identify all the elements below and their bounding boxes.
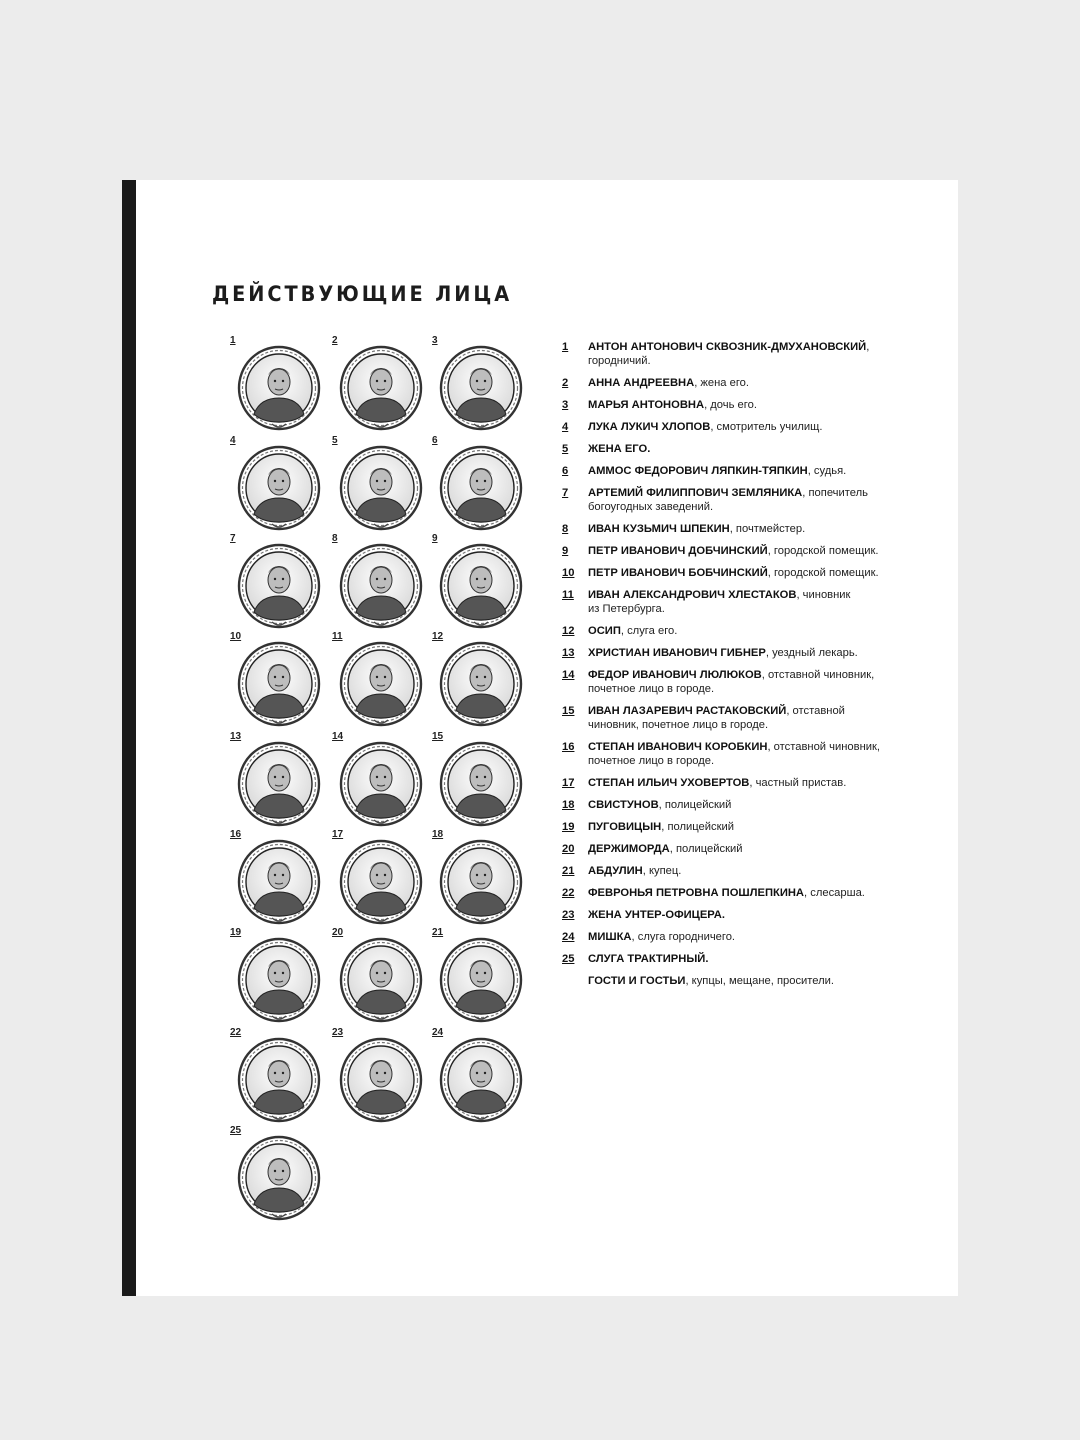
cast-role: , отставной чиновник, [761, 669, 875, 681]
cast-name: СЛУГА ТРАКТИРНЫЙ. [588, 953, 709, 965]
cast-number: 23 [562, 909, 575, 921]
cast-role-continued: чиновник, почетное лицо в городе. [588, 719, 769, 731]
portrait-illustration [438, 1036, 524, 1124]
portrait-4 [230, 435, 326, 532]
portrait-illustration [438, 444, 524, 532]
cast-item [562, 930, 862, 944]
cast-number: 6 [562, 465, 569, 477]
cast-item [562, 974, 862, 988]
cast-item [562, 376, 862, 390]
portrait-15 [432, 731, 528, 828]
cast-number: 4 [562, 421, 569, 433]
cast-number: 10 [562, 567, 575, 579]
cast-name: ДЕРЖИМОРДА [588, 843, 670, 855]
portrait-number: 13 [230, 731, 242, 742]
cast-role: , полицейский [661, 821, 735, 833]
portrait-number: 7 [230, 533, 236, 544]
portrait-number: 25 [230, 1125, 242, 1136]
cast-name: ОСИП [588, 625, 621, 637]
portrait-6 [432, 435, 528, 532]
cast-role: , слуга городничего. [631, 931, 736, 943]
cast-item [562, 668, 875, 696]
portrait-number: 3 [432, 335, 438, 346]
cast-role: , отставной чиновник, [767, 741, 881, 753]
cast-name: ПЕТР ИВАНОВИЧ ДОБЧИНСКИЙ [588, 545, 768, 557]
cast-role: , частный пристав. [749, 777, 847, 789]
cast-number: 3 [562, 399, 569, 411]
portrait-number: 2 [332, 335, 338, 346]
cast-name: ИВАН ЛАЗАРЕВИЧ РАСТАКОВСКИЙ [588, 705, 787, 717]
cast-item [562, 398, 862, 412]
cast-number: 5 [562, 443, 569, 455]
cast-name: СТЕПАН ИЛЬИЧ УХОВЕРТОВ [588, 777, 750, 789]
cast-role: , судья. [807, 465, 847, 477]
portrait-number: 20 [332, 927, 344, 938]
cast-item [562, 340, 870, 368]
cast-name: ПУГОВИЦЫН [588, 821, 662, 833]
cast-role-continued: городничий. [588, 355, 651, 367]
cast-item [562, 820, 862, 834]
portrait-illustration [338, 838, 424, 926]
cast-role-continued: богоугодных заведений. [588, 501, 714, 513]
cast-number: 25 [562, 953, 575, 965]
portrait-13 [230, 731, 326, 828]
portrait-illustration [338, 444, 424, 532]
portrait-2 [332, 335, 428, 432]
cast-role: , городской помещик. [767, 545, 879, 557]
portrait-number: 15 [432, 731, 444, 742]
cast-role: , смотритель училищ. [710, 421, 823, 433]
cast-number: 13 [562, 647, 575, 659]
portrait-number: 10 [230, 631, 242, 642]
cast-item [562, 776, 862, 790]
cast-role: , почтмейстер. [729, 523, 806, 535]
portrait-1 [230, 335, 326, 432]
portrait-number: 22 [230, 1027, 242, 1038]
portrait-23 [332, 1027, 428, 1124]
cast-item [562, 952, 862, 966]
cast-name: АБДУЛИН [588, 865, 643, 877]
portrait-illustration [438, 640, 524, 728]
portrait-number: 11 [332, 631, 343, 642]
cast-role: , слесарша. [804, 887, 865, 899]
portrait-illustration [236, 640, 322, 728]
cast-name: ПЕТР ИВАНОВИЧ БОБЧИНСКИЙ [588, 567, 768, 579]
portrait-22 [230, 1027, 326, 1124]
cast-number: 12 [562, 625, 575, 637]
cast-item [562, 420, 862, 434]
cast-name: ГОСТИ И ГОСТЬИ [588, 975, 686, 987]
portrait-number: 6 [432, 435, 438, 446]
cast-name: ЖЕНА ЕГО. [588, 443, 651, 455]
portrait-illustration [338, 640, 424, 728]
cast-item [562, 740, 881, 768]
cast-number: 19 [562, 821, 575, 833]
portrait-number: 9 [432, 533, 438, 544]
cast-name: ИВАН АЛЕКСАНДРОВИЧ ХЛЕСТАКОВ [588, 589, 797, 601]
cast-number: 15 [562, 705, 575, 717]
portrait-number: 16 [230, 829, 242, 840]
cast-number: 2 [562, 377, 569, 389]
cast-number: 18 [562, 799, 575, 811]
cast-role: , жена его. [694, 377, 750, 389]
book-spine [122, 180, 136, 1296]
portrait-number: 19 [230, 927, 242, 938]
cast-number: 22 [562, 887, 575, 899]
portrait-21 [432, 927, 528, 1024]
portrait-illustration [236, 344, 322, 432]
portrait-5 [332, 435, 428, 532]
cast-role: , полицейский [669, 843, 743, 855]
cast-item [562, 522, 862, 536]
portrait-7 [230, 533, 326, 630]
cast-item [562, 704, 862, 732]
portrait-illustration [236, 1036, 322, 1124]
cast-role: , чиновник [796, 589, 851, 601]
portrait-illustration [338, 542, 424, 630]
portrait-11 [332, 631, 428, 728]
cast-name: ФЕДОР ИВАНОВИЧ ЛЮЛЮКОВ [588, 669, 762, 681]
cast-number: 9 [562, 545, 569, 557]
portrait-illustration [338, 936, 424, 1024]
cast-number: 20 [562, 843, 575, 855]
portrait-19 [230, 927, 326, 1024]
cast-name: ИВАН КУЗЬМИЧ ШПЕКИН [588, 523, 730, 535]
portrait-number: 18 [432, 829, 444, 840]
portrait-10 [230, 631, 326, 728]
cast-item [562, 486, 868, 514]
cast-role: , попечитель [802, 487, 868, 499]
cast-name: АРТЕМИЙ ФИЛИППОВИЧ ЗЕМЛЯНИКА [588, 487, 803, 499]
portrait-number: 14 [332, 731, 344, 742]
portrait-number: 24 [432, 1027, 444, 1038]
portrait-number: 21 [432, 927, 444, 938]
cast-item [562, 566, 879, 580]
cast-role: , купцы, мещане, просители. [685, 975, 835, 987]
cast-role: , [866, 341, 870, 353]
cast-number: 8 [562, 523, 569, 535]
cast-name: МАРЬЯ АНТОНОВНА [588, 399, 705, 411]
cast-number: 11 [562, 589, 574, 601]
portrait-illustration [236, 444, 322, 532]
portrait-20 [332, 927, 428, 1024]
cast-name: МИШКА [588, 931, 632, 943]
cast-name: ЖЕНА УНТЕР-ОФИЦЕРА. [588, 909, 725, 921]
cast-role: , отставной [786, 705, 845, 717]
cast-name: СВИСТУНОВ [588, 799, 659, 811]
portrait-8 [332, 533, 428, 630]
portrait-18 [432, 829, 528, 926]
portrait-number: 5 [332, 435, 338, 446]
cast-role-continued: почетное лицо в городе. [588, 755, 715, 767]
portrait-number: 12 [432, 631, 444, 642]
cast-role-continued: почетное лицо в городе. [588, 683, 715, 695]
cast-number: 1 [562, 341, 569, 353]
cast-name: ЛУКА ЛУКИЧ ХЛОПОВ [588, 421, 711, 433]
portrait-number: 23 [332, 1027, 344, 1038]
portrait-illustration [236, 936, 322, 1024]
portrait-illustration [338, 1036, 424, 1124]
cast-number: 16 [562, 741, 575, 753]
cast-number: 7 [562, 487, 569, 499]
portrait-25 [230, 1125, 326, 1222]
portrait-17 [332, 829, 428, 926]
cast-item [562, 588, 862, 616]
cast-item [562, 646, 862, 660]
portrait-illustration [236, 838, 322, 926]
cast-item [562, 864, 862, 878]
portrait-24 [432, 1027, 528, 1124]
cast-item [562, 544, 879, 558]
cast-number: 14 [562, 669, 575, 681]
portrait-number: 17 [332, 829, 344, 840]
portrait-number: 4 [230, 435, 236, 446]
cast-role: , полицейский [658, 799, 732, 811]
cast-name: ФЕВРОНЬЯ ПЕТРОВНА ПОШЛЕПКИНА [588, 887, 805, 899]
cast-item [562, 464, 862, 478]
cast-name: ХРИСТИАН ИВАНОВИЧ ГИБНЕР [588, 647, 766, 659]
portrait-illustration [236, 740, 322, 828]
portrait-9 [432, 533, 528, 630]
portrait-16 [230, 829, 326, 926]
cast-item [562, 908, 862, 922]
portrait-illustration [338, 740, 424, 828]
cast-name: СТЕПАН ИВАНОВИЧ КОРОБКИН [588, 741, 768, 753]
cast-item [562, 798, 862, 812]
portrait-14 [332, 731, 428, 828]
portrait-illustration [338, 344, 424, 432]
portrait-illustration [236, 1134, 322, 1222]
cast-role: , городской помещик. [767, 567, 879, 579]
portrait-number: 1 [230, 335, 236, 346]
portrait-illustration [236, 542, 322, 630]
cast-item [562, 842, 862, 856]
portrait-3 [432, 335, 528, 432]
cast-list [562, 340, 881, 996]
portrait-illustration [438, 936, 524, 1024]
cast-item [562, 442, 862, 456]
portrait-illustration [438, 740, 524, 828]
page-title: ДЕЙСТВУЮЩИЕ ЛИЦА [212, 282, 513, 306]
portrait-number: 8 [332, 533, 338, 544]
cast-item [562, 624, 862, 638]
cast-role: , дочь его. [704, 399, 757, 411]
cast-role-continued: из Петербурга. [588, 603, 665, 615]
cast-number: 21 [562, 865, 575, 877]
portrait-illustration [438, 838, 524, 926]
cast-item [562, 886, 865, 900]
cast-number: 17 [562, 777, 575, 789]
portrait-illustration [438, 344, 524, 432]
portrait-illustration [438, 542, 524, 630]
cast-name: АННА АНДРЕЕВНА [588, 377, 695, 389]
cast-role: , уездный лекарь. [765, 647, 858, 659]
cast-role: , купец. [642, 865, 682, 877]
portrait-12 [432, 631, 528, 728]
cast-name: АНТОН АНТОНОВИЧ СКВОЗНИК-ДМУХАНОВСКИЙ [588, 341, 867, 353]
cast-role: , слуга его. [620, 625, 678, 637]
cast-number: 24 [562, 931, 575, 943]
cast-name: АММОС ФЕДОРОВИЧ ЛЯПКИН-ТЯПКИН [588, 465, 808, 477]
